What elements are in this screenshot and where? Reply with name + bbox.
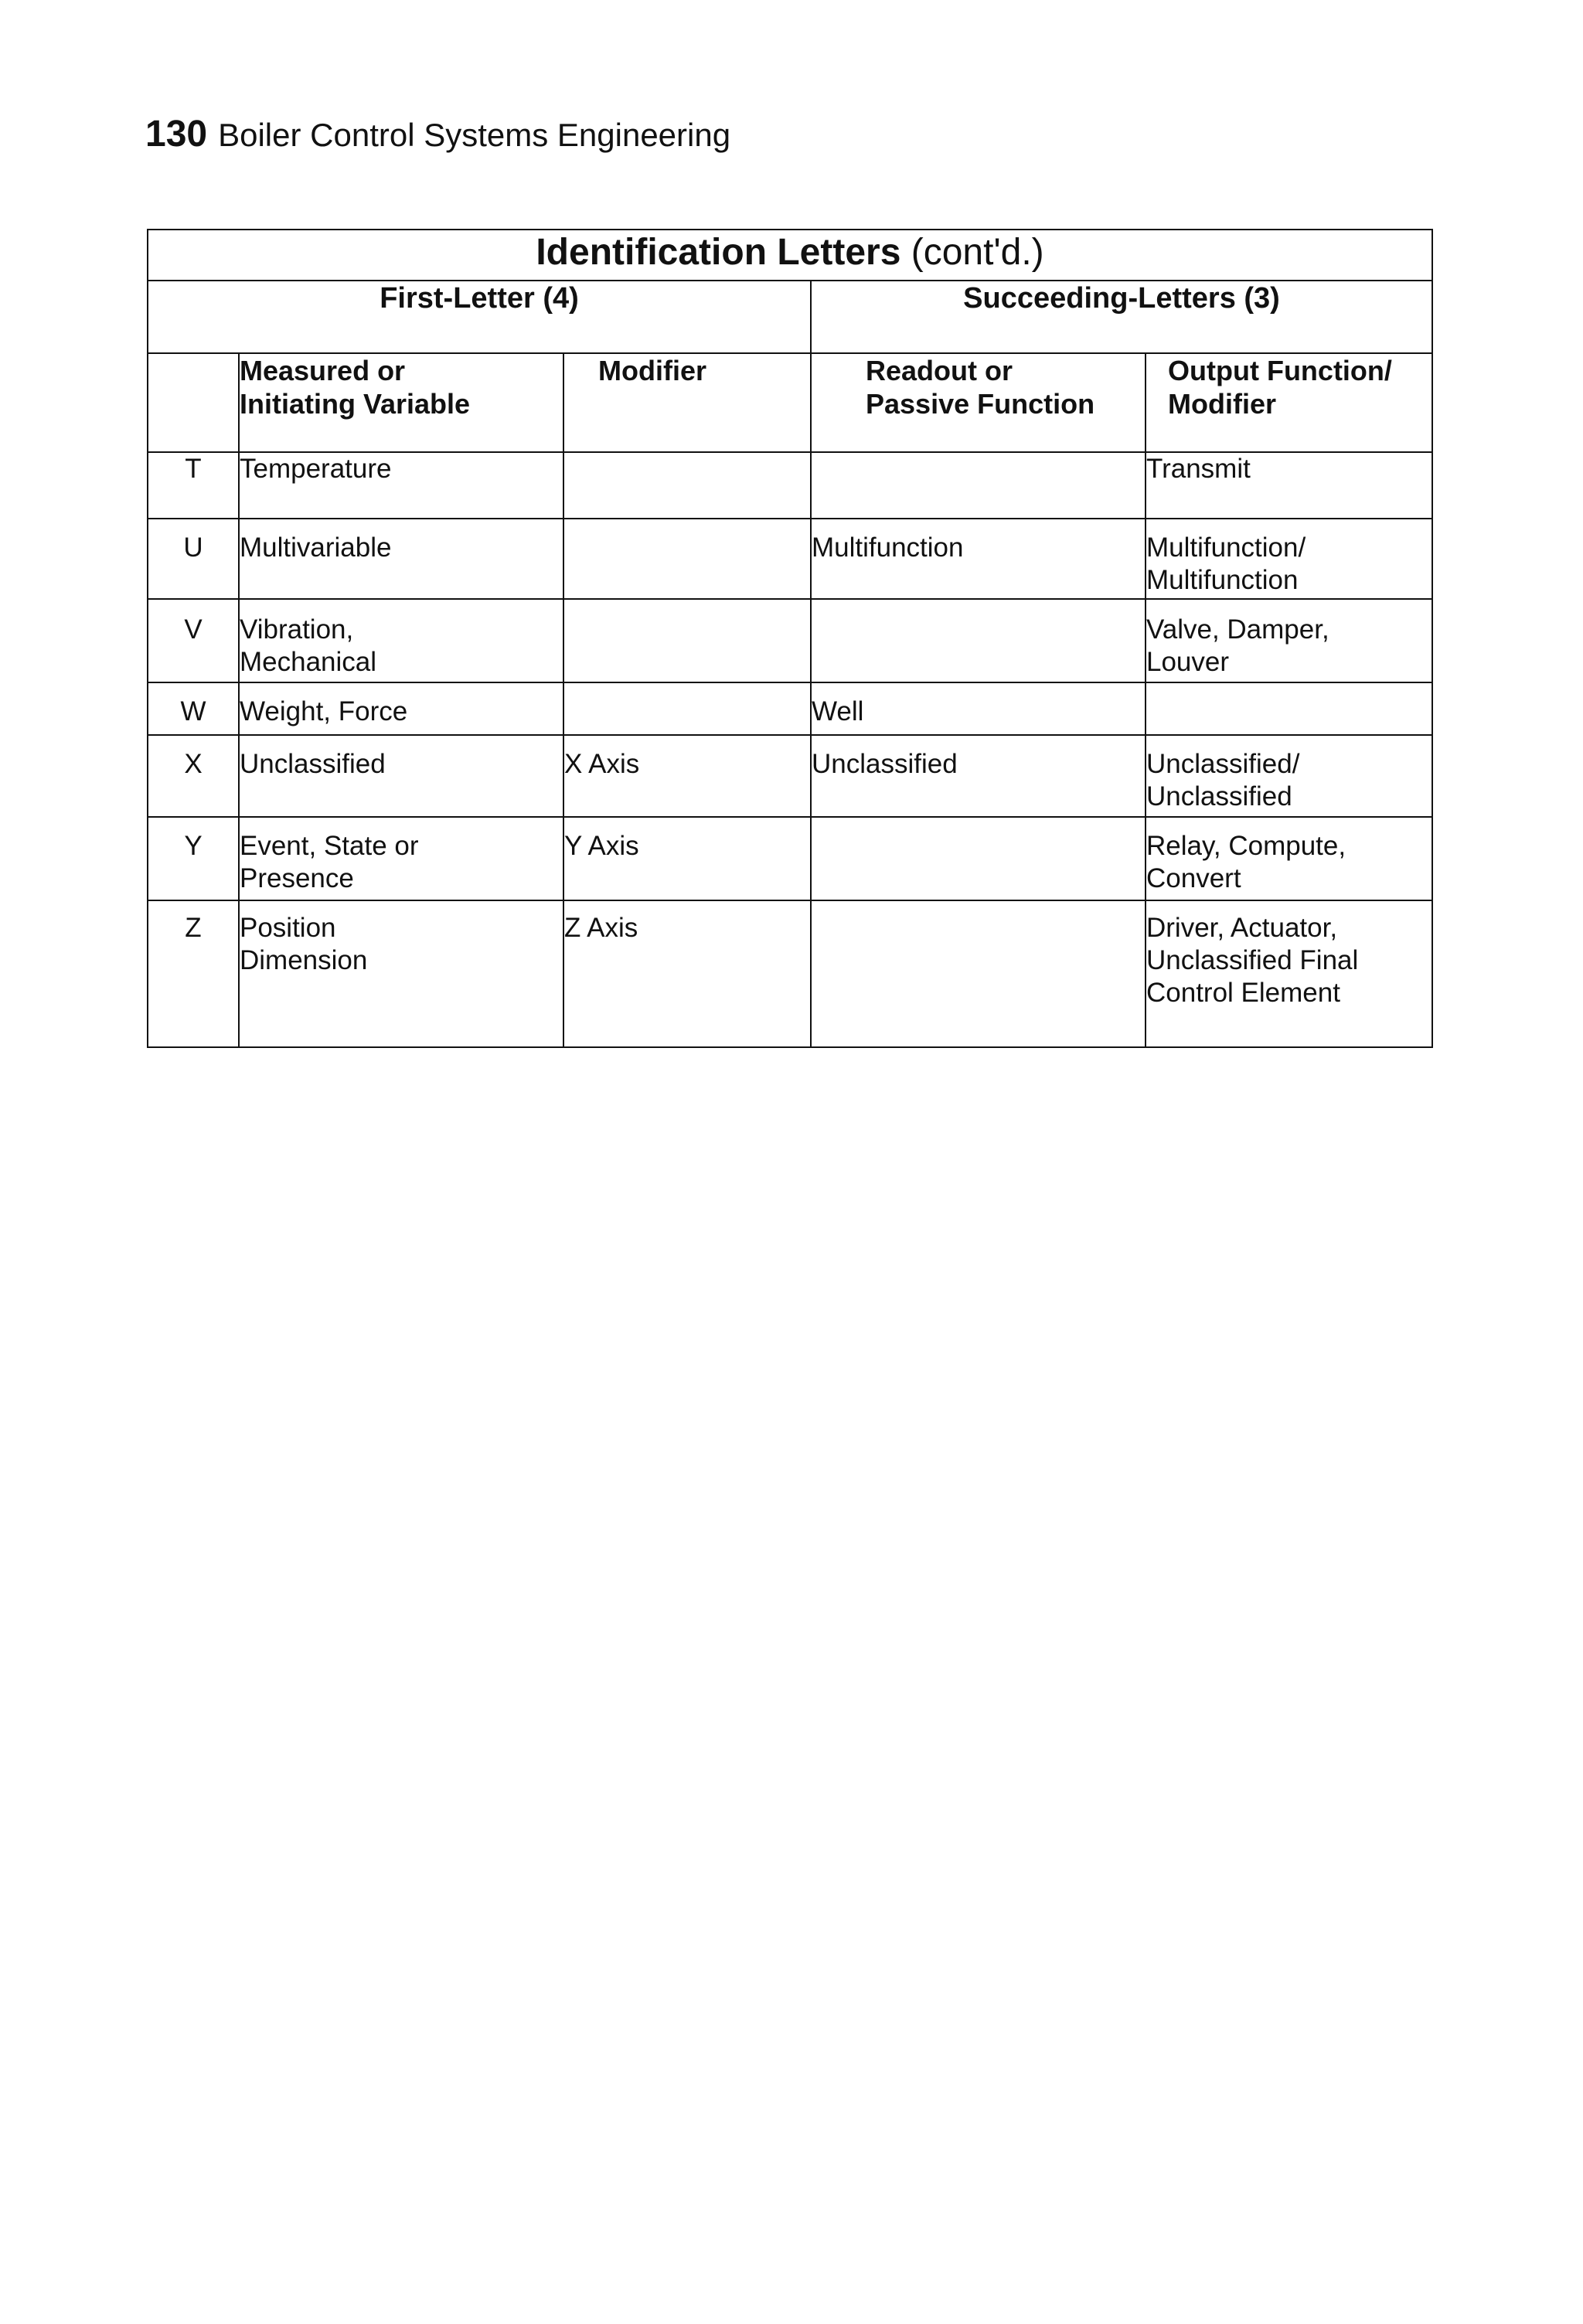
letter-cell: U	[148, 519, 239, 599]
readout-cell: Multifunction	[811, 519, 1146, 599]
table-title-row	[148, 230, 1432, 281]
measured-cell: Temperature	[239, 452, 563, 519]
output-cell: Valve, Damper, Louver	[1146, 599, 1432, 682]
succeeding-letters-group-header: Succeeding-Letters (3)	[811, 281, 1432, 353]
table-row	[148, 599, 1432, 682]
table-row	[148, 682, 1432, 735]
output-cell: Multifunction/ Multifunction	[1146, 519, 1432, 599]
group-header-row	[148, 281, 1432, 353]
measured-cell: Weight, Force	[239, 682, 563, 735]
letter-column-header	[148, 353, 239, 452]
modifier-cell	[563, 682, 811, 735]
table-title-main: Identification Letters	[536, 232, 901, 273]
column-header-row	[148, 353, 1432, 452]
output-function-column-header: Output Function/ Modifier	[1146, 353, 1432, 452]
book-title: Boiler Control Systems Engineering	[218, 117, 731, 153]
output-cell: Relay, Compute, Convert	[1146, 817, 1432, 900]
table-row	[148, 519, 1432, 599]
modifier-cell	[563, 519, 811, 599]
page-header	[145, 116, 730, 153]
first-letter-group-header: First-Letter (4)	[148, 281, 811, 353]
modifier-cell	[563, 452, 811, 519]
output-cell	[1146, 682, 1432, 735]
readout-cell: Well	[811, 682, 1146, 735]
readout-cell: Unclassified	[811, 735, 1146, 817]
modifier-cell	[563, 599, 811, 682]
modifier-cell: X Axis	[563, 735, 811, 817]
table-row	[148, 735, 1432, 817]
letter-cell: Y	[148, 817, 239, 900]
readout-column-header: Readout or Passive Function	[811, 353, 1146, 452]
table-row	[148, 817, 1432, 900]
output-cell: Driver, Actuator, Unclassified Final Control Element	[1146, 900, 1432, 1047]
readout-cell	[811, 817, 1146, 900]
modifier-cell: Z Axis	[563, 900, 811, 1047]
measured-cell: Position Dimension	[239, 900, 563, 1047]
table-row	[148, 452, 1432, 519]
output-cell: Unclassified/ Unclassified	[1146, 735, 1432, 817]
letter-cell: T	[148, 452, 239, 519]
letter-cell: V	[148, 599, 239, 682]
table-title	[148, 230, 1432, 281]
table-title-suffix: (cont'd.)	[900, 232, 1044, 273]
identification-letters-table	[147, 229, 1433, 1048]
measured-cell: Vibration, Mechanical	[239, 599, 563, 682]
measured-cell: Event, State or Presence	[239, 817, 563, 900]
readout-cell	[811, 599, 1146, 682]
readout-cell	[811, 900, 1146, 1047]
letter-cell: W	[148, 682, 239, 735]
readout-cell	[811, 452, 1146, 519]
measured-cell: Unclassified	[239, 735, 563, 817]
modifier-column-header: Modifier	[563, 353, 811, 452]
measured-variable-column-header: Measured or Initiating Variable	[239, 353, 563, 452]
letter-cell: Z	[148, 900, 239, 1047]
letter-cell: X	[148, 735, 239, 817]
page-number: 130	[145, 114, 208, 155]
measured-cell: Multivariable	[239, 519, 563, 599]
output-cell: Transmit	[1146, 452, 1432, 519]
modifier-cell: Y Axis	[563, 817, 811, 900]
table-row	[148, 900, 1432, 1047]
